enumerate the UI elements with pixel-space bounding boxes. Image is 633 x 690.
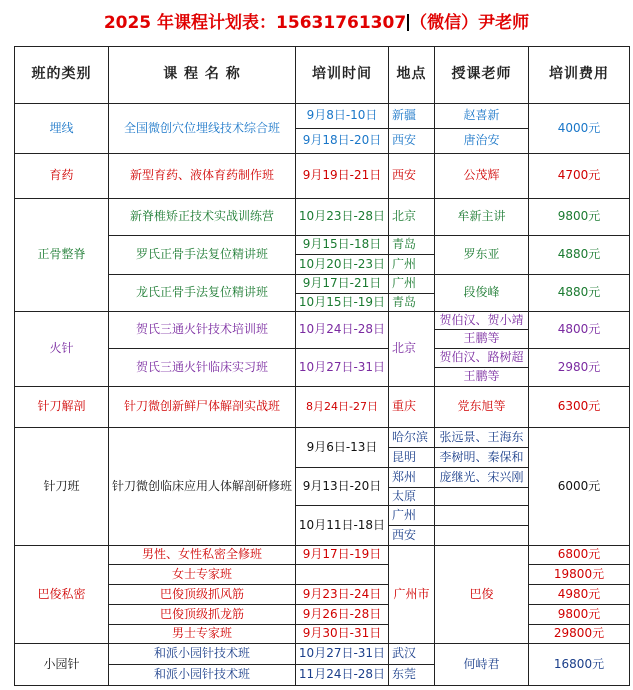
schedule-table (14, 46, 630, 686)
course-place: 广州 (392, 276, 417, 291)
course-name: 贺氏三通火针技术培训班 (135, 322, 268, 337)
course-place: 东莞 (392, 667, 417, 682)
course-fee: 4700元 (557, 168, 601, 183)
course-date: 9月8日-10日 (306, 108, 378, 123)
course-place: 昆明 (392, 449, 417, 464)
course-fee: 2980元 (557, 359, 601, 374)
category-bajun: 巴俊私密 (37, 586, 86, 601)
course-place: 重庆 (392, 399, 417, 414)
course-place: 武汉 (392, 646, 417, 661)
course-date (296, 565, 388, 584)
course-place: 新疆 (392, 108, 417, 123)
course-date: 9月18日-20日 (302, 133, 382, 148)
course-fee: 29800元 (553, 626, 605, 641)
header-fee: 培训费用 (549, 66, 609, 83)
course-place: 北京 (392, 341, 417, 356)
category-huozhen: 火针 (49, 341, 74, 356)
course-name: 和派小园针技术班 (153, 667, 250, 682)
course-name: 罗氏正骨手法复位精讲班 (135, 247, 268, 262)
course-teacher: 李树明、秦保和 (439, 449, 524, 464)
course-date: 9月17日-21日 (302, 276, 382, 291)
course-fee: 4980元 (557, 586, 601, 601)
category-xiaoyuanzhen: 小园针 (43, 656, 80, 671)
course-date: 10月27日-31日 (298, 646, 386, 661)
course-teacher: 党东旭等 (457, 399, 506, 414)
course-name: 龙氏正骨手法复位精讲班 (135, 285, 268, 300)
course-teacher: 牟新主讲 (457, 209, 506, 224)
course-place: 北京 (392, 209, 417, 224)
course-place: 西安 (392, 527, 417, 542)
course-teacher: 巴俊 (469, 586, 494, 601)
course-fee: 4000元 (557, 120, 601, 135)
category-zhenggu: 正骨整脊 (37, 247, 86, 262)
course-teacher: 贺伯汉、贺小靖 (439, 312, 524, 327)
course-date: 9月15日-18日 (302, 237, 382, 252)
course-date: 9月17日-19日 (302, 547, 382, 562)
course-teacher: 罗东亚 (463, 247, 500, 262)
course-place: 哈尔滨 (392, 429, 429, 444)
course-fee: 6000元 (557, 478, 601, 493)
category-zhendao-jiepou: 针刀解剖 (37, 399, 86, 414)
course-date: 11月24日-28日 (298, 667, 386, 682)
course-teacher: 张远景、王海东 (439, 429, 524, 444)
course-date: 9月30日-31日 (302, 626, 382, 641)
course-fee: 16800元 (553, 656, 605, 671)
title-phone: 2025 年课程计划表：15631761307 (103, 13, 407, 33)
course-teacher: 赵喜新 (463, 108, 500, 123)
course-date: 9月6日-13日 (306, 439, 378, 454)
course-date: 8月24日-27日 (306, 399, 378, 413)
course-name: 全国微创穴位埋线技术综合班 (123, 120, 280, 135)
course-fee: 19800元 (553, 566, 605, 581)
course-place: 青岛 (392, 294, 417, 309)
header-place: 地点 (396, 66, 427, 83)
course-place: 太原 (392, 488, 417, 503)
course-fee: 4880元 (557, 247, 601, 262)
course-place: 广州市 (393, 586, 430, 601)
course-name: 和派小园针技术班 (153, 646, 250, 661)
course-name: 巴俊顶级抓风筋 (159, 586, 244, 601)
course-fee: 9800元 (557, 606, 601, 621)
course-fee: 4880元 (557, 285, 601, 300)
course-name: 贺氏三通火针临床实习班 (135, 359, 268, 374)
course-name: 针刀微创新鲜尸体解剖实战班 (123, 399, 280, 414)
course-date: 10月23日-28日 (298, 209, 386, 224)
course-fee: 6300元 (557, 399, 601, 414)
course-teacher: 何峙君 (463, 656, 500, 671)
course-name: 女士专家班 (171, 566, 232, 581)
course-place: 广州 (392, 256, 417, 271)
course-date: 10月20日-23日 (298, 256, 386, 271)
course-date: 9月19日-21日 (302, 168, 382, 183)
course-fee: 9800元 (557, 209, 601, 224)
course-date: 9月13日-20日 (302, 478, 382, 493)
category-yuyao: 育药 (49, 168, 74, 183)
category-maixian: 埋线 (49, 120, 74, 135)
course-teacher: 唐治安 (463, 133, 500, 148)
course-name: 男性、女性私密全修班 (141, 547, 262, 562)
category-zhendao: 针刀班 (43, 478, 80, 493)
course-teacher: 王鹏等 (463, 331, 500, 346)
course-name: 巴俊顶级抓龙筋 (159, 606, 244, 621)
title-contact: （微信）尹老师 (410, 13, 530, 33)
course-name: 新脊椎矫正技术实战训练营 (129, 209, 274, 224)
course-teacher: 公茂辉 (463, 168, 500, 183)
course-date: 10月15日-19日 (298, 294, 386, 309)
course-name: 针刀微创临床应用人体解剖研修班 (111, 478, 292, 493)
course-place: 西安 (392, 133, 417, 148)
header-course: 课 程 名 称 (163, 66, 241, 83)
course-teacher: 庞继光、宋兴刚 (439, 469, 524, 484)
course-teacher: 段俊峰 (463, 285, 500, 300)
header-category: 班的类别 (31, 66, 92, 83)
page-title (0, 8, 633, 33)
course-name: 新型育药、液体育药制作班 (129, 168, 274, 183)
course-date: 9月23日-24日 (302, 586, 382, 601)
course-fee: 4800元 (557, 322, 601, 337)
header-teacher: 授课老师 (451, 66, 512, 83)
course-place: 青岛 (392, 237, 417, 252)
course-name: 男士专家班 (171, 626, 232, 641)
course-date: 10月27日-31日 (298, 359, 386, 374)
course-date: 10月11日-18日 (298, 517, 386, 532)
course-teacher: 王鹏等 (463, 369, 500, 384)
header-time: 培训时间 (312, 66, 372, 83)
course-place: 郑州 (392, 469, 417, 484)
course-place: 广州 (392, 507, 417, 522)
course-place: 西安 (392, 168, 417, 183)
course-fee: 6800元 (557, 547, 601, 562)
text-cursor (407, 14, 409, 31)
course-date: 9月26日-28日 (302, 606, 382, 621)
course-date: 10月24日-28日 (298, 322, 386, 337)
course-teacher: 贺伯汉、路树超 (439, 350, 524, 365)
